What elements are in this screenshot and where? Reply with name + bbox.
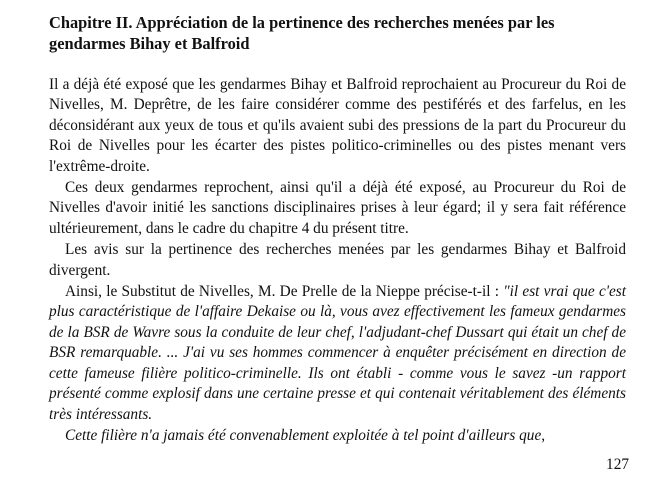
paragraph-2: Ces deux gendarmes reprochent, ainsi qu'il a déjà été exposé, au Procureur du Roi de Nivelles d'avoir initié les sanctions disciplinaires prises à leur égard; il y sera fait référence ultérieurement, dans le cadre du chapitre 4 du présent titre. [49, 179, 626, 237]
body-text [49, 75, 626, 446]
paragraph-4 [49, 282, 626, 425]
paragraph-1: Il a déjà été exposé que les gendarmes Bihay et Balfroid reprochaient au Procureur du Roi de Nivelles, M. Deprêtre, de les faire considérer comme des pestiférés et des farfelus, en les déconsidérant aux yeux de tous et qu'ils avaient subi des pressions de la part du Procureur du Roi de Nivelles pour les écarter des pistes politico-criminelles ou des pistes menant vers l'extrême-droite. [49, 76, 626, 175]
page-number: 127 [606, 456, 629, 473]
chapter-title: Chapitre II. Appréciation de la pertinence des recherches menées par les gendarmes Bihay et Balfroid [49, 13, 555, 53]
paragraph-4-intro: Ainsi, le Substitut de Nivelles, M. De Prelle de la Nieppe précise-t-il : [65, 283, 504, 301]
paragraph-3: Les avis sur la pertinence des recherches menées par les gendarmes Bihay et Balfroid divergent. [49, 241, 626, 279]
paragraph-5: Cette filière n'a jamais été convenablement exploitée à tel point d'ailleurs que, [65, 426, 546, 444]
paragraph-4-quote: "il est vrai que c'est plus caractéristique de l'affaire Dekaise ou là, vous avez effectivement les fameux gendarmes de la BSR de Wavre sous la conduite de leur chef, l'adjudant-chef Dussart qui était un chef de BSR remarquable. ... J'ai vu ses hommes commencer à enquêter précisément en direction de cette fameuse filière politico-criminelle. Ils ont établi - comme vous le savez -un rapport présenté comme explosif dans une certaine presse et qui contenait véritablement des éléments très intéressants. [49, 283, 626, 423]
